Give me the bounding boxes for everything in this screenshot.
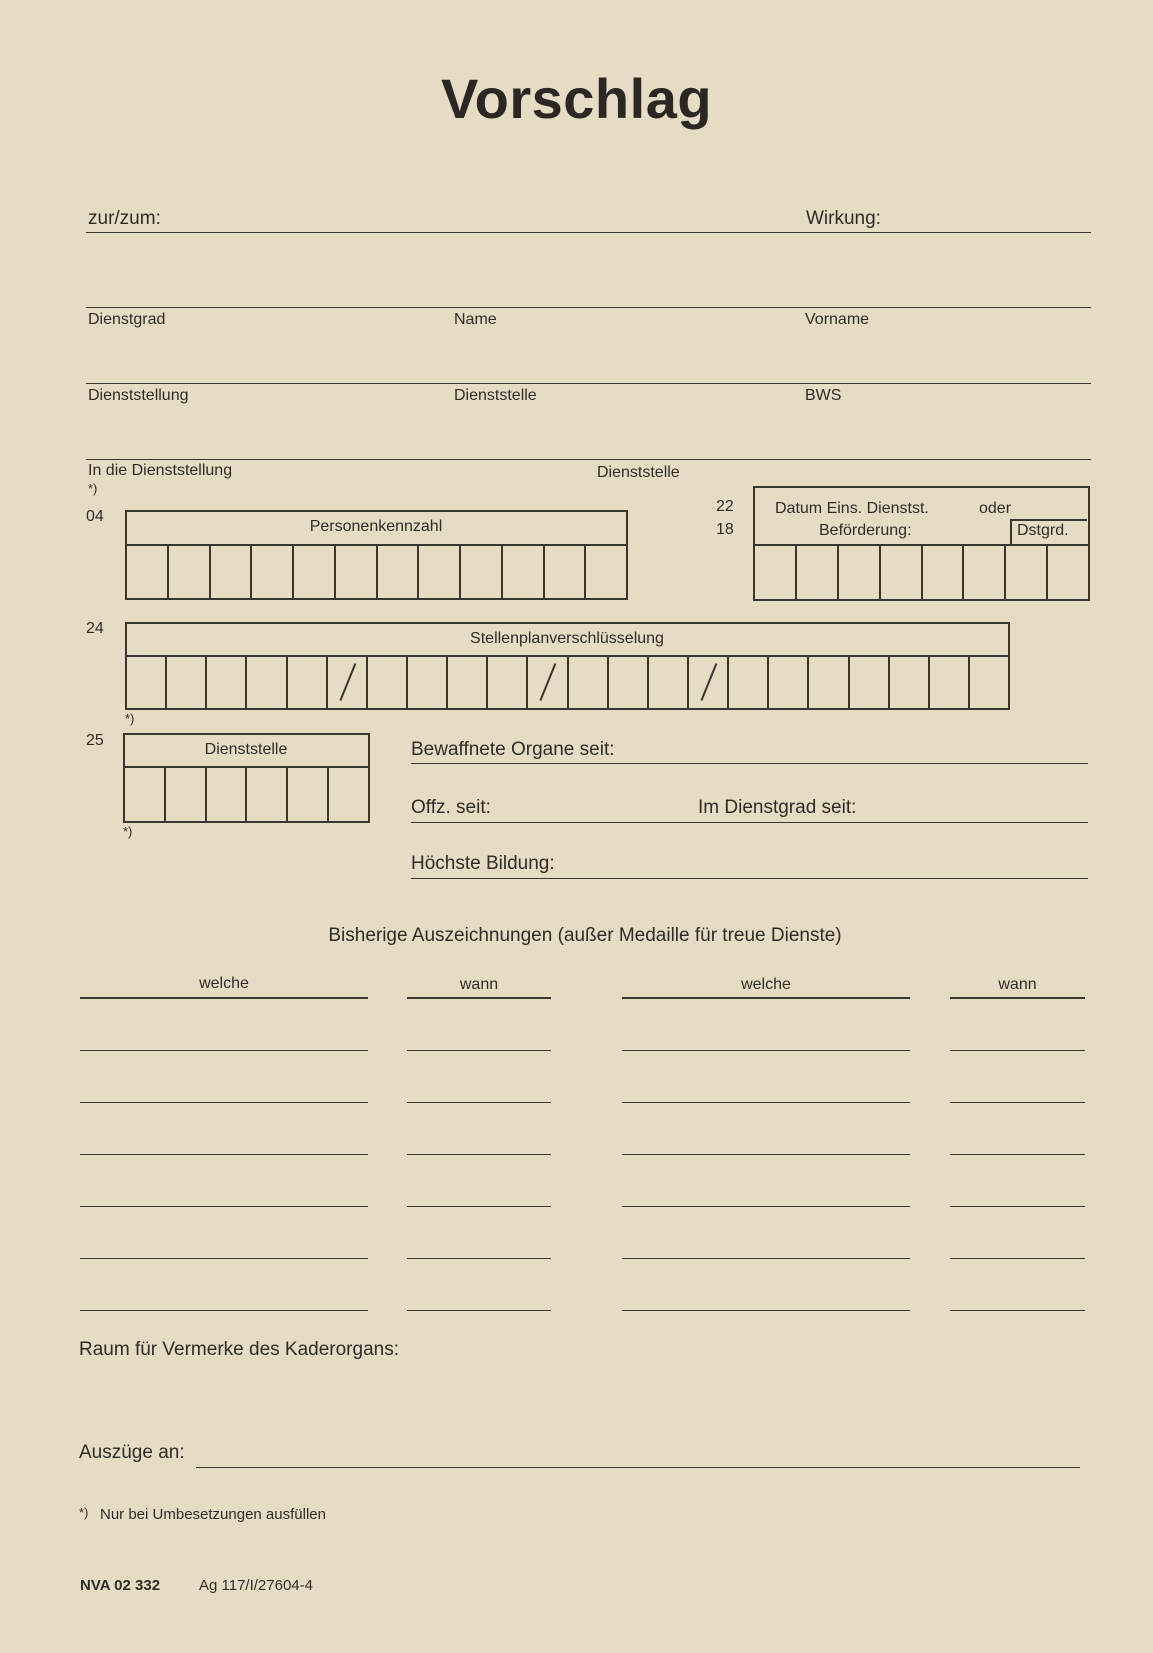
date-cell[interactable] (797, 545, 839, 599)
date-cell[interactable] (964, 545, 1006, 599)
code-cell[interactable] (809, 656, 849, 708)
code-cell[interactable] (448, 656, 488, 708)
award-wann-field[interactable] (407, 1206, 551, 1207)
code-cell[interactable] (850, 656, 890, 708)
digit-cell[interactable] (461, 545, 503, 598)
wirkung-label: Wirkung: (806, 208, 881, 229)
awards-header-rule (407, 997, 551, 999)
dstgrd-label: Dstgrd. (1017, 522, 1069, 539)
vermerke-label: Raum für Vermerke des Kaderorgans: (79, 1339, 399, 1360)
date-cell[interactable] (755, 545, 797, 599)
award-welche-field[interactable] (622, 1154, 910, 1155)
date-cell[interactable] (881, 545, 923, 599)
person-field-line[interactable] (86, 307, 1091, 308)
personenkennzahl-label: Personenkennzahl (309, 518, 443, 535)
bildung-label: Höchste Bildung: (411, 853, 555, 874)
name-label: Name (454, 311, 497, 328)
personenkennzahl-cells (127, 545, 626, 598)
footnote-mark: *) (79, 1505, 89, 1520)
digit-cell[interactable] (294, 545, 336, 598)
code-cell[interactable] (649, 656, 689, 708)
award-welche-field[interactable] (80, 1102, 368, 1103)
award-welche-field[interactable] (80, 1154, 368, 1155)
unit-cell[interactable] (247, 767, 288, 821)
award-wann-field[interactable] (407, 1050, 551, 1051)
zurzum-label: zur/zum: (88, 208, 161, 229)
code-04: 04 (86, 508, 104, 525)
award-welche-field[interactable] (80, 1050, 368, 1051)
page-title: Vorschlag (440, 67, 713, 130)
digit-cell[interactable] (503, 545, 545, 598)
dienstgrad-label: Dienstgrad (88, 311, 166, 328)
dstgrd-cell[interactable] (1006, 545, 1048, 599)
award-wann-field[interactable] (950, 1050, 1085, 1051)
dienststelle-label: Dienststelle (454, 387, 537, 404)
dienststelle-box-label: Dienststelle (204, 741, 288, 758)
award-wann-field[interactable] (950, 1154, 1085, 1155)
bildung-field[interactable] (411, 878, 1088, 879)
awards-heading: Bisherige Auszeichnungen (außer Medaille für treue Dienste) (328, 925, 842, 946)
code-cell[interactable] (569, 656, 609, 708)
code-cell[interactable] (368, 656, 408, 708)
award-welche-field[interactable] (80, 1310, 368, 1311)
date-cell[interactable] (839, 545, 881, 599)
award-wann-field[interactable] (950, 1258, 1085, 1259)
datum-box (753, 486, 1090, 601)
unit-cell[interactable] (207, 767, 248, 821)
code-cell[interactable] (288, 656, 328, 708)
bewaffnete-label: Bewaffnete Organe seit: (411, 739, 615, 760)
new-dienststelle-label: Dienststelle (597, 464, 680, 481)
code-cell[interactable] (127, 656, 167, 708)
code-18: 18 (716, 521, 734, 538)
dstgrd-cell[interactable] (1048, 545, 1088, 599)
award-wann-field[interactable] (407, 1102, 551, 1103)
befoerderung-label: Beförderung: (819, 522, 912, 539)
new-position-field-line[interactable] (86, 459, 1091, 460)
digit-cell[interactable] (545, 545, 587, 598)
award-wann-field[interactable] (407, 1310, 551, 1311)
award-wann-field[interactable] (950, 1206, 1085, 1207)
award-welche-field[interactable] (80, 1258, 368, 1259)
datum-label: Datum Eins. Dienstst. (775, 500, 929, 517)
separator-cell (528, 656, 568, 708)
digit-cell[interactable] (169, 545, 211, 598)
award-wann-field[interactable] (407, 1154, 551, 1155)
offz-label: Offz. seit: (411, 797, 491, 818)
bewaffnete-field[interactable] (411, 763, 1088, 764)
dienststelle-box (123, 733, 370, 823)
code-cell[interactable] (729, 656, 769, 708)
award-wann-field[interactable] (950, 1102, 1085, 1103)
personenkennzahl-box (125, 510, 628, 600)
position-field-line[interactable] (86, 383, 1091, 384)
award-wann-field[interactable] (407, 1258, 551, 1259)
code-cell[interactable] (890, 656, 930, 708)
dienststelle-cells (125, 767, 368, 821)
auszuege-label: Auszüge an: (79, 1442, 185, 1463)
footnote-marker: *) (125, 711, 135, 726)
datum-cells (755, 545, 1088, 599)
stellenplan-cells (127, 656, 1008, 708)
footnote-text: Nur bei Umbesetzungen ausfüllen (100, 1506, 326, 1523)
col-welche-1: welche (199, 975, 249, 992)
award-welche-field[interactable] (622, 1310, 910, 1311)
award-welche-field[interactable] (622, 1206, 910, 1207)
stellenplan-label: Stellenplanverschlüsselung (470, 630, 664, 647)
auszuege-field[interactable] (196, 1467, 1080, 1468)
code-24: 24 (86, 620, 104, 637)
code-cell[interactable] (167, 656, 207, 708)
stellenplan-box (125, 622, 1010, 710)
footnote-marker: *) (123, 824, 133, 839)
form-ref: Ag 117/I/27604-4 (199, 1577, 313, 1594)
awards-header-rule (950, 997, 1085, 999)
im-dienstgrad-label: Im Dienstgrad seit: (698, 797, 857, 818)
award-wann-field[interactable] (950, 1310, 1085, 1311)
footnote-marker: *) (88, 481, 98, 496)
digit-cell[interactable] (419, 545, 461, 598)
code-25: 25 (86, 732, 104, 749)
digit-cell[interactable] (336, 545, 378, 598)
award-welche-field[interactable] (622, 1050, 910, 1051)
code-cell[interactable] (769, 656, 809, 708)
digit-cell[interactable] (252, 545, 294, 598)
digit-cell[interactable] (586, 545, 626, 598)
code-cell[interactable] (207, 656, 247, 708)
col-welche-2: welche (741, 976, 791, 993)
zurzum-field[interactable] (86, 232, 1091, 233)
oder-label: oder (979, 500, 1012, 517)
awards-header-rule (80, 997, 368, 999)
code-cell[interactable] (970, 656, 1008, 708)
unit-cell[interactable] (329, 767, 368, 821)
dienststellung-label: Dienststellung (88, 387, 189, 404)
award-welche-field[interactable] (80, 1206, 368, 1207)
digit-cell[interactable] (127, 545, 169, 598)
code-cell[interactable] (930, 656, 970, 708)
col-wann-2: wann (998, 976, 1037, 993)
code-cell[interactable] (247, 656, 287, 708)
separator-cell (328, 656, 368, 708)
unit-cell[interactable] (288, 767, 329, 821)
bws-label: BWS (805, 387, 842, 404)
code-cell[interactable] (408, 656, 448, 708)
code-cell[interactable] (609, 656, 649, 708)
code-cell[interactable] (488, 656, 528, 708)
code-22: 22 (716, 498, 734, 515)
unit-cell[interactable] (125, 767, 166, 821)
offz-field[interactable] (411, 822, 1088, 823)
col-wann-1: wann (459, 976, 499, 993)
digit-cell[interactable] (211, 545, 253, 598)
form-code: NVA 02 332 (80, 1577, 161, 1594)
date-cell[interactable] (923, 545, 965, 599)
in-die-dienststellung-label: In die Dienststellung (88, 462, 233, 479)
vorname-label: Vorname (805, 311, 870, 328)
award-welche-field[interactable] (622, 1102, 910, 1103)
separator-cell (689, 656, 729, 708)
awards-header-rule (622, 997, 910, 999)
award-welche-field[interactable] (622, 1258, 910, 1259)
unit-cell[interactable] (166, 767, 207, 821)
digit-cell[interactable] (378, 545, 420, 598)
